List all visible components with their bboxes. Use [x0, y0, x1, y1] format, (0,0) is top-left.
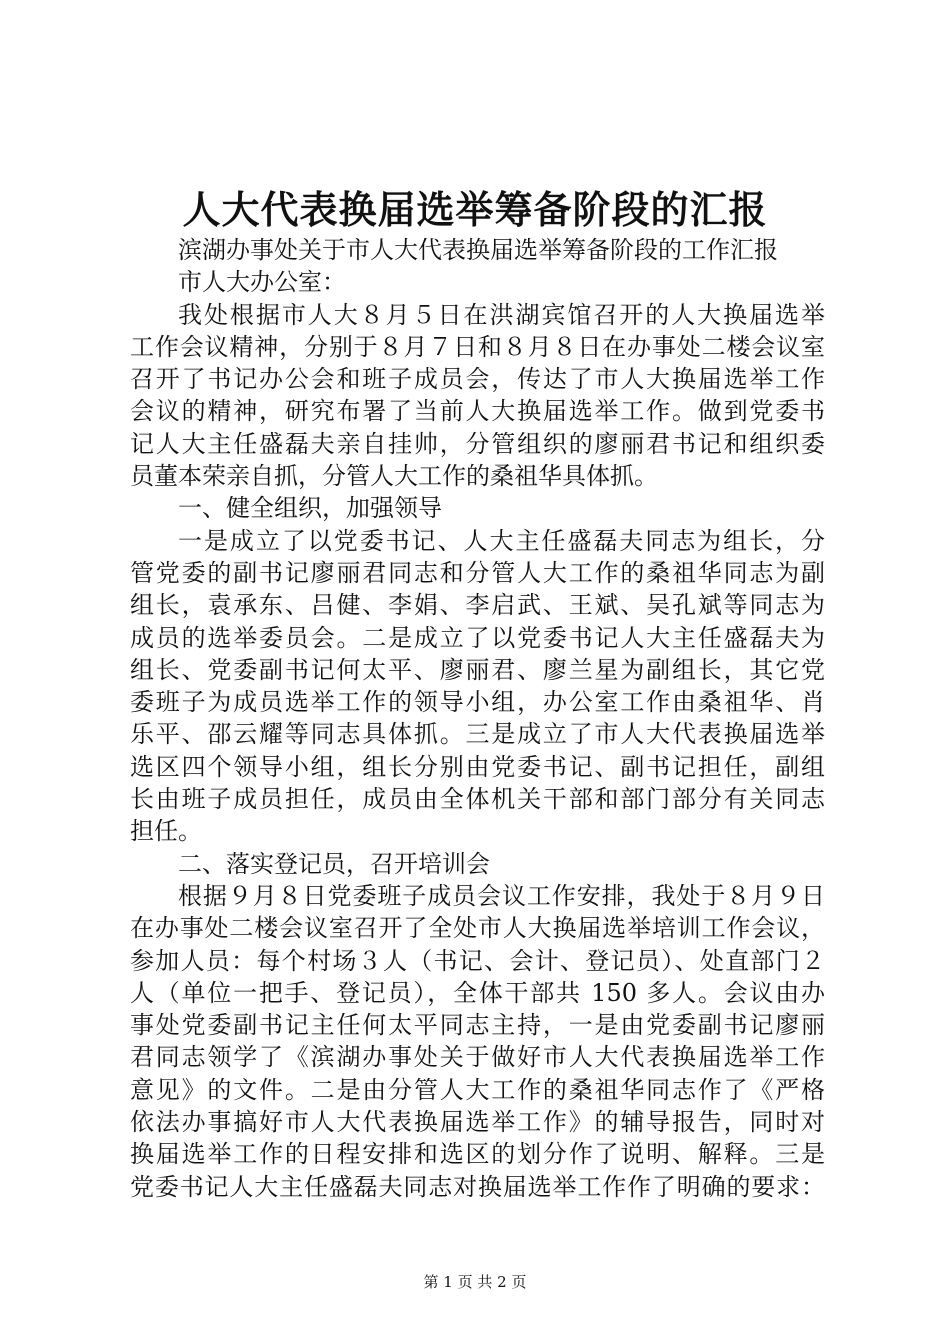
text-line: 组长，袁承东、吕健、李娟、李启武、王斌、吴孔斌等同志为 [130, 591, 825, 620]
text-line: 委班子为成员选举工作的领导小组，办公室工作由桑祖华、肖 [130, 688, 825, 717]
text-line: 乐平、邵云耀等同志具体抓。三是成立了市人大代表换届选举 [130, 720, 825, 749]
text-line: 成员的选举委员会。二是成立了以党委书记人大主任盛磊夫为 [130, 623, 825, 652]
text-line: 换届选举工作的日程安排和选区的划分作了说明、解释。三是 [130, 1140, 825, 1169]
text-line: 根据９月８日党委班子成员会议工作安排，我处于８月９日 [178, 881, 825, 910]
section-heading: 二、落实登记员，召开培训会 [178, 849, 490, 878]
text-line: 选区四个领导小组，组长分别由党委书记、副书记担任，副组 [130, 752, 825, 781]
text-line: 君同志领学了《滨湖办事处关于做好市人大代表换届选举工作 [130, 1043, 825, 1072]
text-line: 担任。 [130, 817, 202, 846]
text-line: 我处根据市人大８月５日在洪湖宾馆召开的人大换届选举 [178, 300, 825, 329]
document-title: 人大代表换届选举筹备阶段的汇报 [182, 187, 768, 232]
text-line: 滨湖办事处关于市人大代表换届选举筹备阶段的工作汇报 [178, 236, 778, 264]
page-number-footer: 第 1 页 共 2 页 [423, 1273, 527, 1291]
text-line: 召开了书记办公会和班子成员会，传达了市人大换届选举工作 [130, 365, 825, 394]
text-line: 参加人员：每个村场３人（书记、会计、登记员）、处直部门２ [130, 946, 825, 975]
text-line: 长由班子成员担任，成员由全体机关干部和部门部分有关同志 [130, 785, 825, 814]
text-line: 一是成立了以党委书记、人大主任盛磊夫同志为组长，分 [178, 526, 825, 555]
text-line: 记人大主任盛磊夫亲自挂帅，分管组织的廖丽君书记和组织委 [130, 429, 825, 458]
text-line: 依法办事搞好市人大代表换届选举工作》的辅导报告，同时对 [130, 1108, 825, 1137]
text-line: 员董本荣亲自抓，分管人大工作的桑祖华具体抓。 [130, 462, 658, 491]
text-line: 事处党委副书记主任何太平同志主持，一是由党委副书记廖丽 [130, 1011, 825, 1040]
text-line: 人（单位一把手、登记员），全体干部共 150 多人。会议由办 [130, 978, 825, 1007]
text-line: 会议的精神，研究布署了当前人大换届选举工作。做到党委书 [130, 397, 825, 426]
text-line: 市人大办公室： [178, 268, 346, 297]
text-line: 组长、党委副书记何太平、廖丽君、廖兰星为副组长，其它党 [130, 655, 825, 684]
text-line: 意见》的文件。二是由分管人大工作的桑祖华同志作了《严格 [130, 1075, 825, 1104]
document-body [130, 234, 825, 1203]
text-line: 在办事处二楼会议室召开了全处市人大换届选举培训工作会议， [130, 914, 825, 943]
text-line: 工作会议精神，分别于８月７日和８月８日在办事处二楼会议室 [130, 332, 825, 361]
text-line: 党委书记人大主任盛磊夫同志对换届选举工作作了明确的要求： [130, 1172, 825, 1201]
text-line: 管党委的副书记廖丽君同志和分管人大工作的桑祖华同志为副 [130, 558, 825, 587]
section-heading: 一、健全组织，加强领导 [178, 494, 442, 523]
